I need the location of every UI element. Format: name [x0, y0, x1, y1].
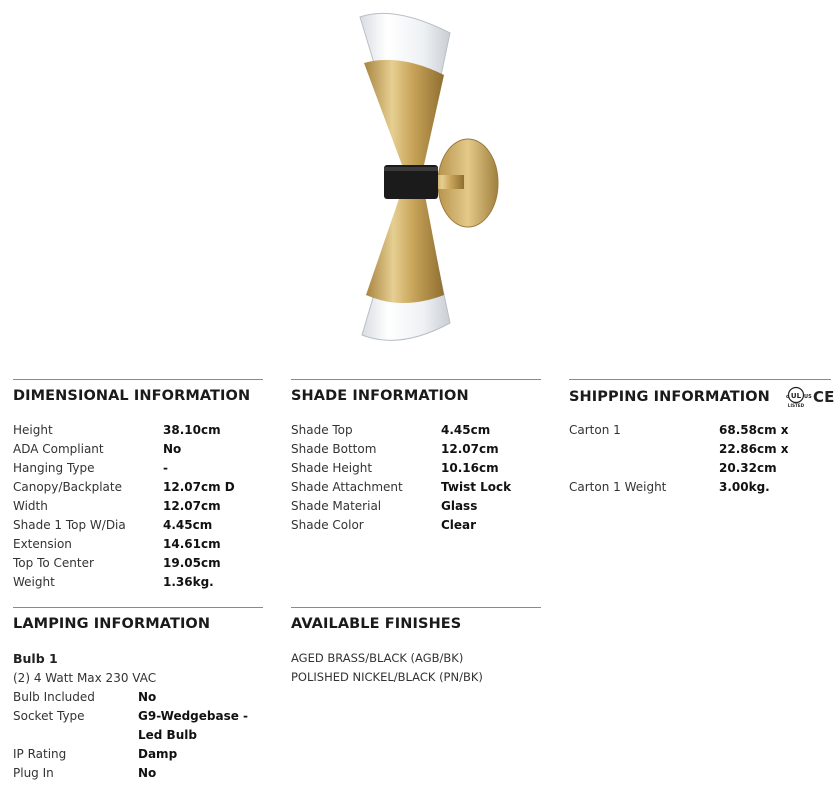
spec-value: G9-Wedgebase - Led Bulb — [138, 709, 249, 742]
lamping-spec-list — [13, 688, 263, 783]
ce-mark-icon: CE — [813, 388, 835, 406]
spec-value: No — [163, 442, 182, 456]
ul-mark-text: UL — [790, 392, 802, 400]
ul-c-text: c — [786, 394, 790, 400]
spec-row — [291, 478, 541, 497]
finish-item: AGED BRASS/BLACK (AGB/BK) — [291, 651, 464, 665]
shade-spec-list — [291, 421, 541, 535]
dimensional-section — [13, 379, 263, 592]
section-divider — [13, 379, 263, 380]
spec-row — [13, 573, 263, 592]
spec-value: Twist Lock — [441, 480, 512, 494]
spec-row — [569, 421, 831, 478]
spec-label: IP Rating — [13, 747, 67, 761]
spec-label: Shade Color — [291, 518, 364, 532]
spec-value: 4.45cm — [163, 518, 213, 532]
finish-item: POLISHED NICKEL/BLACK (PN/BK) — [291, 670, 483, 684]
spec-label: Shade 1 Top W/Dia — [13, 518, 126, 532]
spec-value: Glass — [441, 499, 478, 513]
spec-label: Shade Bottom — [291, 442, 377, 456]
section-divider — [291, 379, 541, 380]
section-divider — [291, 607, 541, 608]
spec-value: 4.45cm — [441, 423, 491, 437]
shade-title: SHADE INFORMATION — [291, 388, 469, 404]
dimensional-title: DIMENSIONAL INFORMATION — [13, 388, 251, 404]
spec-value: Clear — [441, 518, 477, 532]
spec-row — [13, 707, 263, 745]
spec-row — [291, 421, 541, 440]
spec-value: 12.07cm D — [163, 480, 235, 494]
spec-row — [291, 459, 541, 478]
spec-value: 10.16cm — [441, 461, 499, 475]
ul-listed-text: LISTED — [787, 403, 805, 408]
spec-label: Socket Type — [13, 709, 85, 723]
spec-row — [13, 459, 263, 478]
spec-label: Carton 1 Weight — [569, 480, 667, 494]
lamping-section — [13, 607, 263, 783]
spec-row — [13, 421, 263, 440]
spec-row — [13, 516, 263, 535]
spec-row — [13, 745, 263, 764]
spec-label: Weight — [13, 575, 55, 589]
spec-value: 3.00kg. — [719, 480, 770, 494]
spec-label: ADA Compliant — [13, 442, 104, 456]
spec-value: 12.07cm — [163, 499, 221, 513]
finish-list — [291, 649, 541, 687]
bulb-description: (2) 4 Watt Max 230 VAC — [13, 671, 157, 685]
spec-label: Shade Attachment — [291, 480, 403, 494]
spec-label: Carton 1 — [569, 423, 621, 437]
spec-row — [13, 554, 263, 573]
spec-label: Width — [13, 499, 48, 513]
section-divider — [13, 607, 263, 608]
spec-label: Height — [13, 423, 53, 437]
section-divider — [569, 379, 831, 380]
spec-value: 14.61cm — [163, 537, 221, 551]
spec-value: No — [138, 690, 157, 704]
spec-value: Damp — [138, 747, 178, 761]
shipping-spec-list — [569, 421, 831, 497]
spec-row — [13, 688, 263, 707]
spec-row — [13, 497, 263, 516]
finishes-section — [291, 607, 541, 687]
spec-label: Top To Center — [13, 556, 94, 570]
shipping-section — [569, 379, 835, 497]
spec-value: 19.05cm — [163, 556, 221, 570]
spec-label: Bulb Included — [13, 690, 95, 704]
spec-label: Extension — [13, 537, 72, 551]
spec-label: Hanging Type — [13, 461, 95, 475]
bulb-title: Bulb 1 — [13, 651, 58, 666]
spec-label: Plug In — [13, 766, 54, 780]
spec-row — [291, 516, 541, 535]
shipping-title: SHIPPING INFORMATION — [569, 389, 770, 405]
spec-value: 1.36kg. — [163, 575, 214, 589]
spec-value: 38.10cm — [163, 423, 221, 437]
spec-value: - — [163, 461, 168, 475]
spec-label: Shade Top — [291, 423, 353, 437]
spec-row — [291, 440, 541, 459]
spec-row — [13, 535, 263, 554]
spec-value: 68.58cm x 22.86cm x 20.32cm — [719, 423, 789, 475]
finishes-title: AVAILABLE FINISHES — [291, 616, 462, 632]
spec-row — [569, 478, 831, 497]
spec-value: No — [138, 766, 157, 780]
shade-section — [291, 379, 541, 535]
spec-label: Canopy/Backplate — [13, 480, 122, 494]
spec-value: 12.07cm — [441, 442, 499, 456]
spec-label: Shade Height — [291, 461, 373, 475]
product-image — [340, 5, 520, 350]
spec-label: Shade Material — [291, 499, 382, 513]
certification-marks — [785, 386, 835, 408]
dimensional-spec-list — [13, 421, 263, 592]
ul-us-text: US — [804, 394, 812, 400]
spec-row — [13, 764, 263, 783]
shipping-title-row — [569, 386, 835, 408]
lamping-title: LAMPING INFORMATION — [13, 616, 211, 632]
spec-row — [291, 497, 541, 516]
spec-row — [13, 440, 263, 459]
spec-row — [13, 478, 263, 497]
